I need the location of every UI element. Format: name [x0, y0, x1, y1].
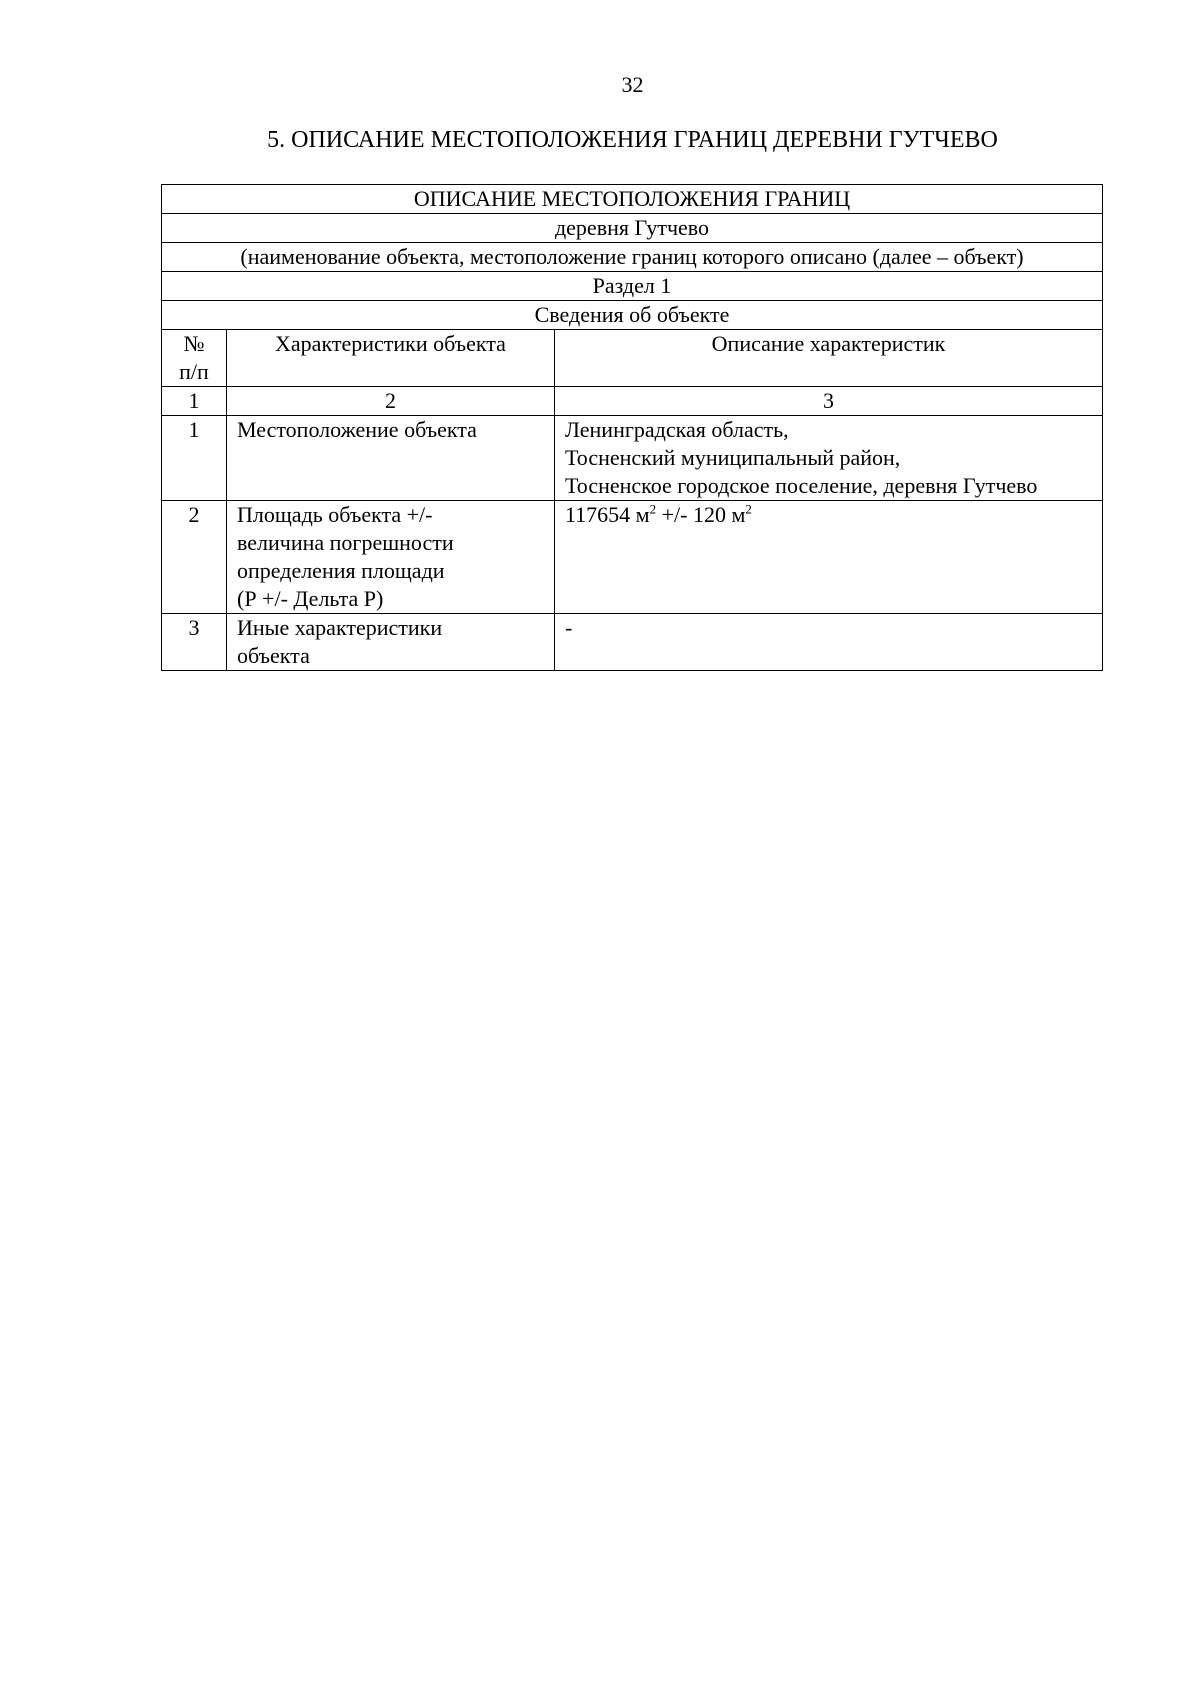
- row-characteristic: [227, 614, 555, 671]
- characteristic-line: величина погрешности: [237, 530, 454, 555]
- area-tolerance: +/- 120 м: [656, 502, 746, 527]
- header-num-line2: п/п: [179, 359, 209, 384]
- column-number-2: 2: [227, 387, 555, 416]
- table-title: ОПИСАНИЕ МЕСТОПОЛОЖЕНИЯ ГРАНИЦ: [162, 185, 1103, 214]
- tolerance-unit-superscript: 2: [745, 501, 752, 517]
- characteristic-line: Площадь объекта +/-: [237, 502, 433, 527]
- characteristic-line: объекта: [237, 643, 310, 668]
- area-value: [565, 501, 1092, 529]
- header-characteristics: Характеристики объекта: [227, 330, 555, 387]
- characteristic-line: Иные характеристики: [237, 615, 443, 640]
- area-unit-superscript: 2: [649, 501, 657, 517]
- row-description: [555, 614, 1103, 671]
- column-number-3: 3: [555, 387, 1103, 416]
- description-line: Ленинградская область,: [565, 417, 789, 442]
- table-row: [162, 416, 1103, 501]
- description-line: Тосненский муниципальный район,: [565, 445, 901, 470]
- header-num-line1: №: [183, 331, 205, 356]
- table-row: [162, 501, 1103, 614]
- section-heading: 5. ОПИСАНИЕ МЕСТОПОЛОЖЕНИЯ ГРАНИЦ ДЕРЕВНИ ГУТЧЕВО: [267, 127, 998, 153]
- row-characteristic: [227, 501, 555, 614]
- description-line: Тосненское городское поселение, деревня Гутчево: [565, 473, 1038, 498]
- header-row: [162, 330, 1103, 387]
- characteristic-line: (Р +/- Дельта Р): [237, 586, 384, 611]
- header-description: Описание характеристик: [555, 330, 1103, 387]
- section-title-row: [162, 301, 1103, 330]
- section-title: Сведения об объекте: [162, 301, 1103, 330]
- header-num: [162, 330, 227, 387]
- characteristic-line: Местоположение объекта: [237, 417, 477, 442]
- row-number: 1: [162, 416, 227, 501]
- table-row: [162, 614, 1103, 671]
- row-description: [555, 501, 1103, 614]
- boundary-description-table: [161, 184, 1103, 671]
- page-number: 32: [621, 72, 644, 97]
- row-description: [555, 416, 1103, 501]
- object-name-caption-row: [162, 243, 1103, 272]
- section-label-row: [162, 272, 1103, 301]
- characteristic-line: определения площади: [237, 558, 445, 583]
- object-name-row: [162, 214, 1103, 243]
- object-name: деревня Гутчево: [162, 214, 1103, 243]
- row-number: 2: [162, 501, 227, 614]
- table-title-row: [162, 185, 1103, 214]
- row-number: 3: [162, 614, 227, 671]
- section-label: Раздел 1: [162, 272, 1103, 301]
- column-numbers-row: [162, 387, 1103, 416]
- object-name-caption: (наименование объекта, местоположение границ которого описано (далее – объект): [162, 243, 1103, 272]
- column-number-1: 1: [162, 387, 227, 416]
- row-characteristic: [227, 416, 555, 501]
- area-value-main: 117654 м: [565, 502, 650, 527]
- description-line: -: [565, 615, 573, 640]
